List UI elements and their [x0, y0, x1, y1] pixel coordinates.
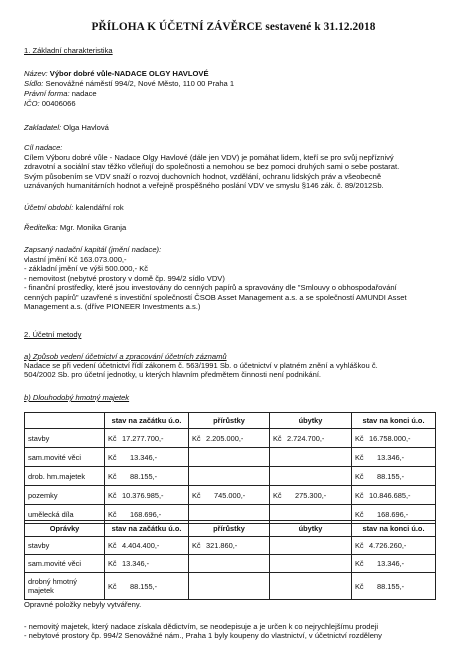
- table-row: [25, 573, 436, 600]
- founder-label: Zakladatel:: [24, 123, 62, 132]
- seat-value: Senovážné náměstí 994/2, Nové Město, 110 00 Praha 1: [45, 79, 235, 88]
- currency-label: Kč: [355, 490, 364, 500]
- currency-label: Kč: [355, 433, 364, 443]
- goal-line: Svým působením se VDV snaží o rozvoj duchovních hodnot, vzdělání, ochranu lidských práv a všeobecně: [24, 171, 382, 181]
- currency-label: Kč: [355, 452, 364, 462]
- row-label: drobný hmotný majetek: [25, 573, 105, 600]
- legal-form-label: Právní forma:: [24, 89, 70, 98]
- founder-line: [24, 123, 109, 132]
- value-cell: 745.000,-: [214, 490, 246, 500]
- goal-label: Cíl nadace:: [24, 143, 63, 152]
- currency-label: Kč: [355, 559, 364, 568]
- empty-cell: [270, 573, 352, 600]
- ico-value: 00406066: [41, 99, 76, 108]
- currency-label: Kč: [192, 490, 201, 500]
- row-label: sam.movité věci: [25, 555, 105, 573]
- table-header-cell: stav na konci ú.o.: [352, 413, 436, 429]
- table-row: [25, 537, 436, 555]
- value-cell: 88.155,-: [377, 581, 405, 591]
- table-header-cell: stav na začátku ú.o.: [105, 521, 189, 537]
- empty-cell: [189, 573, 270, 600]
- goal-line: Cílem Výboru dobré vůle - Nadace Olgy Havlové (dále jen VDV) je pomáhat lidem, kteří se pro svůj nepříznivý: [24, 153, 394, 162]
- assets-table: [24, 412, 436, 524]
- empty-cell: [270, 467, 352, 486]
- currency-label: Kč: [355, 471, 364, 481]
- period-label: Účetní období:: [24, 203, 74, 212]
- row-label: pozemky: [25, 486, 105, 505]
- accounting-paragraph: [24, 361, 442, 380]
- depreciation-table-header-row: [25, 521, 436, 537]
- currency-label: Kč: [108, 433, 117, 443]
- legal-form-value: nadace: [71, 89, 97, 98]
- subsection-a-heading: a) Způsob vedení účetnictví a zpracování účetních záznamů: [24, 352, 227, 361]
- currency-label: Kč: [273, 490, 282, 500]
- currency-label: Kč: [108, 541, 117, 550]
- currency-label: Kč: [355, 541, 364, 550]
- value-cell: 4.726.260,-: [369, 541, 407, 550]
- table-header-cell: [25, 413, 105, 429]
- table-header-cell: úbytky: [270, 413, 352, 429]
- value-cell: 88.155,-: [377, 471, 405, 481]
- table-header-cell: úbytky: [270, 521, 352, 537]
- currency-label: Kč: [108, 452, 117, 462]
- empty-cell: [189, 555, 270, 573]
- seat-label: Sídlo:: [24, 79, 44, 88]
- table-header-cell: stav na konci ú.o.: [352, 521, 436, 537]
- currency-label: Kč: [108, 581, 117, 591]
- assets-table-header-row: [25, 413, 436, 429]
- subsection-b-heading: b) Dlouhodobý hmotný majetek: [24, 393, 130, 402]
- currency-label: Kč: [108, 559, 117, 568]
- director-value: Mgr. Monika Granja: [59, 223, 127, 232]
- goal-line: uznávaných humanitárních hodnot a veřejně prospěšného poslání VDV ve smyslu §146 zák. č. 89/2012Sb.: [24, 181, 384, 191]
- table-row: [25, 486, 436, 505]
- table-header-cell: přírůstky: [189, 521, 270, 537]
- period-line: [24, 203, 124, 212]
- capital-line: - základní jmění ve výši 500.000,- Kč: [24, 264, 149, 274]
- goal-paragraph: [24, 153, 442, 191]
- value-cell: 2.205.000,-: [206, 433, 244, 443]
- table-header-cell: přírůstky: [189, 413, 270, 429]
- section-1-heading: 1. Základní charakteristika: [24, 46, 113, 55]
- value-cell: 10.846.685,-: [369, 490, 411, 500]
- empty-cell: [270, 448, 352, 467]
- footer-line: - nemovitý majetek, který nadace získala dědictvím, se neodepisuje a je určen k co nejrychlejšímu prodeji: [24, 622, 379, 631]
- value-cell: 13.346,-: [130, 452, 158, 462]
- empty-cell: [270, 555, 352, 573]
- currency-label: Kč: [108, 471, 117, 481]
- capital-line: vlastní jmění Kč 163.073.000,-: [24, 255, 127, 264]
- currency-label: Kč: [108, 509, 117, 519]
- director-label: Ředitelka:: [24, 223, 58, 232]
- currency-label: Kč: [273, 433, 282, 443]
- capital-label: Zapsaný nadační kapitál (jmění nadace):: [24, 245, 162, 254]
- period-value: kalendářní rok: [75, 203, 124, 212]
- director-line: [24, 223, 126, 232]
- empty-cell: [189, 467, 270, 486]
- document-title: PŘÍLOHA K ÚČETNÍ ZÁVĚRCE sestavené k 31.12.2018: [91, 21, 376, 33]
- row-label: sam.movité věci: [25, 448, 105, 467]
- currency-label: Kč: [108, 490, 117, 500]
- value-cell: 168.696,-: [130, 509, 162, 519]
- value-cell: 88.155,-: [130, 471, 158, 481]
- ico-label: IČO:: [24, 99, 40, 108]
- value-cell: 88.155,-: [130, 581, 158, 591]
- table-header-cell: Oprávky: [25, 521, 105, 537]
- capital-line: - finanční prostředky, které jsou investovány do cenných papírů a spravovány dle "Smlouvy o obhospodařování: [24, 283, 397, 293]
- section-2-heading: 2. Účetní metody: [24, 330, 82, 339]
- value-cell: 17.277.700,-: [122, 433, 164, 443]
- capital-paragraph: [24, 255, 442, 311]
- accounting-line: Nadace se při vedení účetnictví řídí zákonem č. 563/1991 Sb. o účetnictví v platném znění a vyhláškou č.: [24, 361, 378, 370]
- value-cell: 2.724.700,-: [287, 433, 325, 443]
- row-label: stavby: [25, 537, 105, 555]
- legal-form-line: [24, 89, 97, 98]
- provisions-note: Opravné položky nebyly vytvářeny.: [24, 600, 142, 609]
- empty-cell: [189, 448, 270, 467]
- table-row: [25, 429, 436, 448]
- currency-label: Kč: [355, 581, 364, 591]
- name-value: Výbor dobré vůle-NADACE OLGY HAVLOVÉ: [49, 69, 209, 78]
- name-label: Název:: [24, 69, 48, 78]
- name-line: [24, 69, 209, 78]
- table-row: [25, 467, 436, 486]
- row-label: drob. hm.majetek: [25, 467, 105, 486]
- capital-line: cenných papírů" uzavřené s investiční společností ČSOB Asset Management a.s. a se společností AMUNDI Asset: [24, 292, 407, 302]
- empty-cell: [270, 537, 352, 555]
- row-label: umělecká díla: [25, 505, 105, 524]
- founder-value: Olga Havlová: [63, 123, 109, 132]
- value-cell: 321.860,-: [206, 541, 238, 550]
- row-label: stavby: [25, 429, 105, 448]
- currency-label: Kč: [192, 433, 201, 443]
- currency-label: Kč: [355, 509, 364, 519]
- currency-label: Kč: [192, 541, 201, 550]
- table-header-cell: stav na začátku ú.o.: [105, 413, 189, 429]
- capital-line: Management a.s. (dříve PIONEER Investments a.s.): [24, 302, 201, 312]
- footer-paragraph: [24, 622, 442, 641]
- value-cell: 4.404.400,-: [122, 541, 160, 550]
- value-cell: 13.346,-: [377, 559, 405, 568]
- value-cell: 10.376.985,-: [122, 490, 164, 500]
- accounting-line: 504/2002 Sb. pro účetní jednotky, u kterých hlavním předmětem činnosti není podnikání.: [24, 370, 322, 380]
- table-row: [25, 448, 436, 467]
- seat-line: [24, 79, 234, 88]
- table-row: [25, 555, 436, 573]
- value-cell: 275.300,-: [295, 490, 327, 500]
- value-cell: 168.696,-: [377, 509, 409, 519]
- value-cell: 13.346,-: [122, 559, 150, 568]
- ico-line: [24, 99, 76, 108]
- value-cell: 13.346,-: [377, 452, 405, 462]
- value-cell: 16.758.000,-: [369, 433, 411, 443]
- capital-line: - nemovitost (nebytvé prostory v domě čp. 994/2 sídlo VDV): [24, 273, 225, 283]
- goal-line: zdravotní a sociální stav těžko včleňují do společnosti a nemohou se bez pomoci druhých sami o sebe postarat.: [24, 162, 400, 172]
- depreciation-table: [24, 520, 436, 600]
- footer-line: - nebytové prostory čp. 994/2 Senovážné nám., Praha 1 byly koupeny do vlastnictví, v účetnictví rozděleny: [24, 631, 382, 641]
